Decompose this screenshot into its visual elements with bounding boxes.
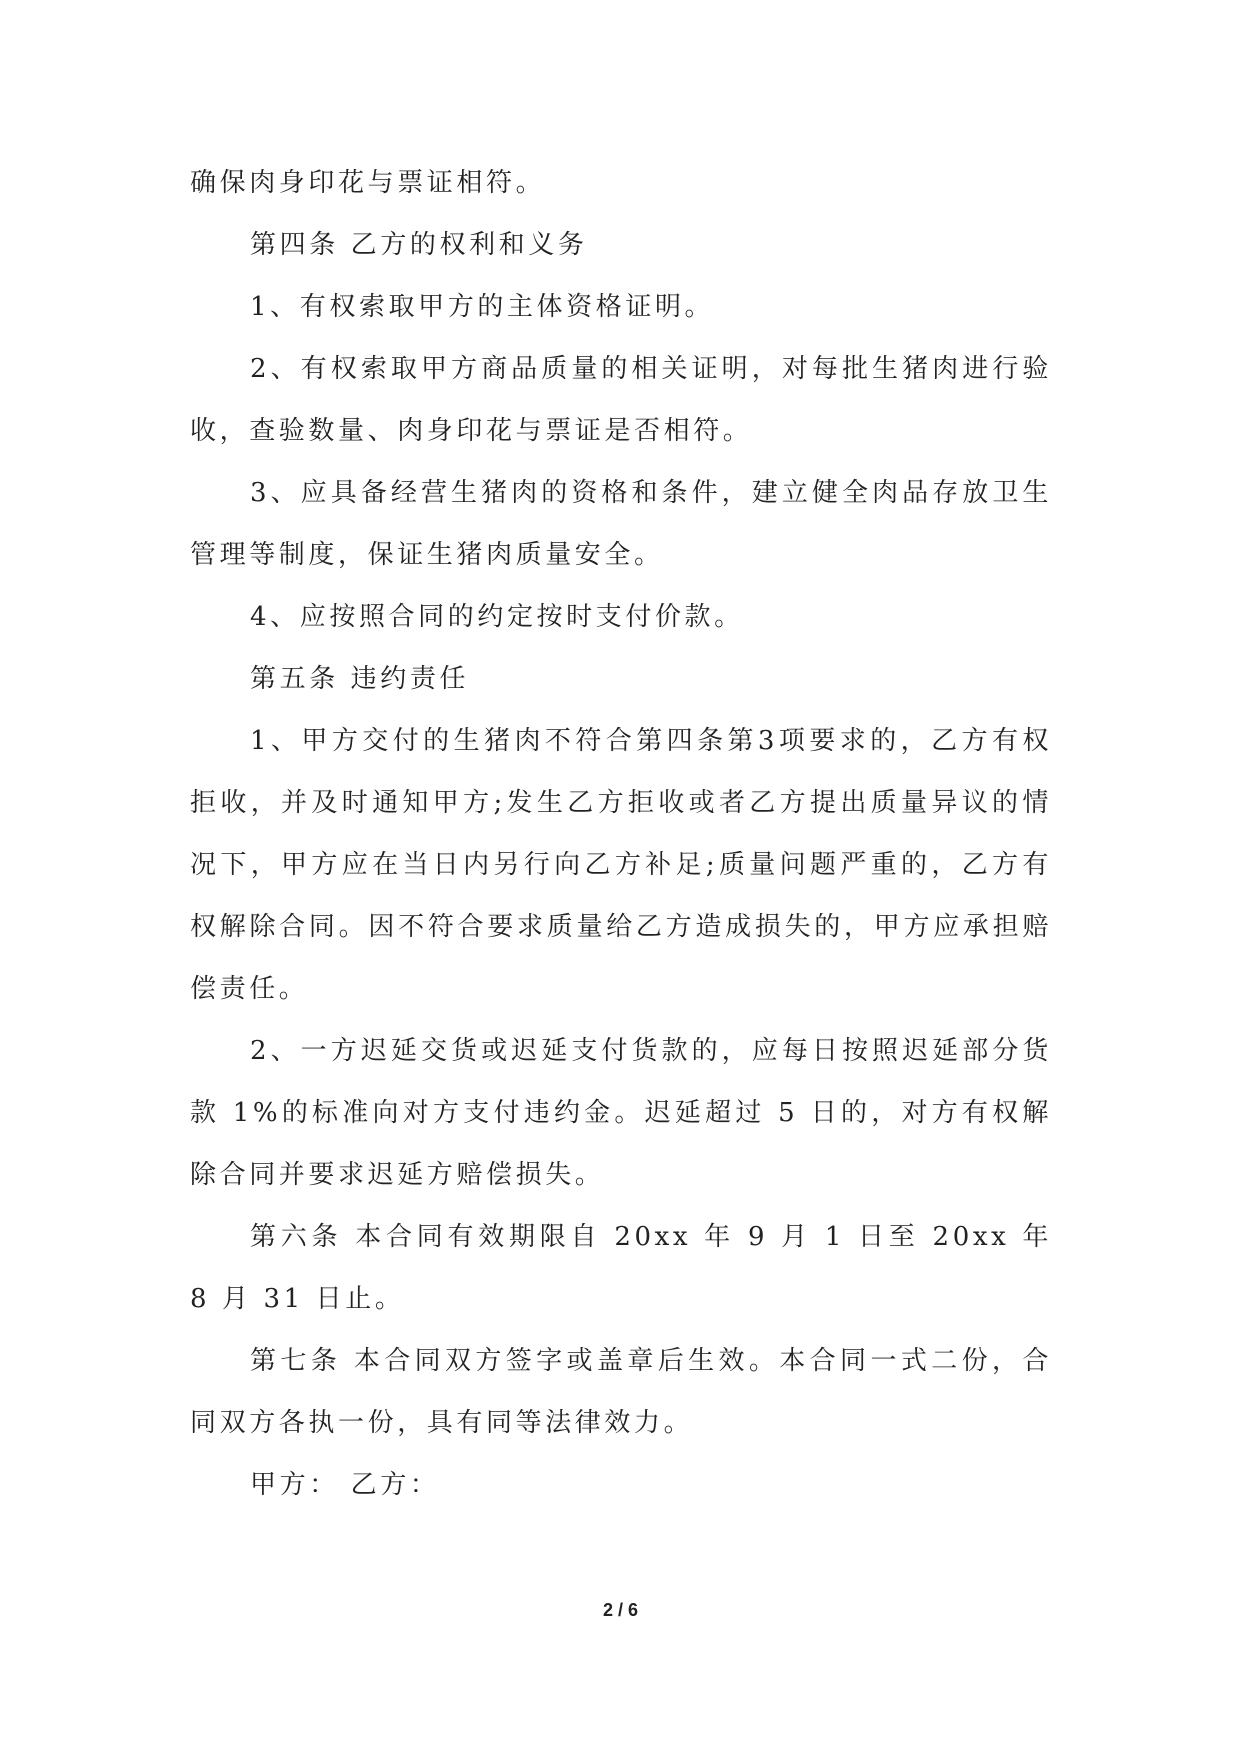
article-4-item-2: 2、有权索取甲方商品质量的相关证明，对每批生猪肉进行验收，查验数量、肉身印花与票证是否相符。 bbox=[190, 354, 1052, 446]
article-4-item-3: 3、应具备经营生猪肉的资格和条件，建立健全肉品存放卫生管理等制度，保证生猪肉质量安全。 bbox=[190, 478, 1052, 570]
signature-line: 甲方： 乙方： bbox=[250, 1470, 440, 1500]
article-4-heading: 第四条 乙方的权利和义务 bbox=[250, 230, 588, 260]
article-4-item-1: 1、有权索取甲方的主体资格证明。 bbox=[250, 292, 715, 322]
paragraph-continuation: 确保肉身印花与票证相符。 bbox=[190, 168, 546, 198]
page-number: 2 / 6 bbox=[602, 1600, 639, 1620]
article-5-item-1: 1、甲方交付的生猪肉不符合第四条第3项要求的，乙方有权拒收，并及时通知甲方;发生乙方拒收或者乙方提出质量异议的情况下，甲方应在当日内另行向乙方补足;质量问题严重的，乙方有权解除合同。因不符合要求质量给乙方造成损失的，甲方应承担赔偿责任。 bbox=[190, 726, 1052, 1004]
article-4-item-4: 4、应按照合同的约定按时支付价款。 bbox=[250, 602, 744, 632]
article-5-heading: 第五条 违约责任 bbox=[250, 664, 470, 694]
article-5-item-2: 2、一方迟延交货或迟延支付货款的，应每日按照迟延部分货款 1%的标准向对方支付违约金。迟延超过 5 日的，对方有权解除合同并要求迟延方赔偿损失。 bbox=[190, 1036, 1052, 1190]
article-7: 第七条 本合同双方签字或盖章后生效。本合同一式二份，合同双方各执一份，具有同等法律效力。 bbox=[190, 1346, 1052, 1438]
article-6: 第六条 本合同有效期限自 20xx 年 9 月 1 日至 20xx 年 8 月 31 日止。 bbox=[190, 1222, 1052, 1314]
document-body bbox=[190, 152, 1052, 1516]
